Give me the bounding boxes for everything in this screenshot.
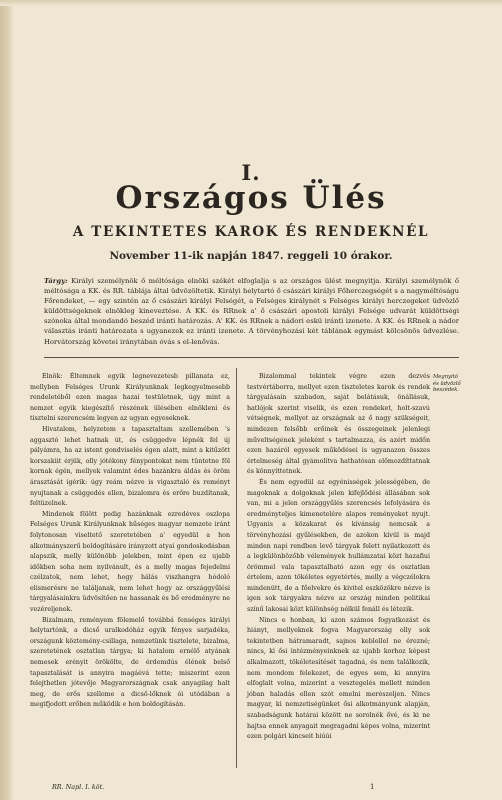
date-line: November 11-ik napján 1847. reggeli 10 órakor.	[109, 250, 393, 262]
subject-text: Királyi személynök ő méltósága elnöki székét elfoglalja s az országos ülést megnyitja. Királyi személynök ő méltósága a KK. és RR. táblája által üdvözöltetik. Királyi helytartó ő császári királyi Főherczegségét s a nagyméltóságu Főrendeket, — egy szintén az ő császári királyi Felségét, a Felséges királynét s Felséges királyi herczegeket üdvözlő küldöttségeknek elnökleg kineveztése. A KK. és RRnek a' ő császári apostoli királyi Felsége udvarát küldöttségi szónoka által mondandó beszéd iránti határozás. A' KK. és RRnek a nádori eskü iránti izenete. A KK. és RRnek a nádor választás iránti határozata s ugyanezek ez iránti izenete. A törvényhozási két táblának egymást kölcsönös üdvezlése. Horvátország követei iránytában óvás s el-lenővás.	[44, 277, 459, 346]
left-column	[30, 372, 230, 711]
page-title: Országos Ülés	[115, 180, 387, 216]
margin-note: Megnyitó és üdvözlő beszédek.	[433, 374, 461, 393]
book-binding-shadow	[0, 0, 14, 800]
right-paragraph-3: Nincs e honban, ki azon számos fogyatkozást és hiányt, mellyeknek fogva Magyarország olly sok tekintetben hátramaradt, sajnos keblellel ne érezné; nincs, ki ősi intézményeinknek az ujabb korhoz képest alkalmazott, tökéletesítését tagadná, és nem találkozik, nem mondom felekezet, de egyes sem, ki annyira elfoglalt volna, mizerint a vesztegelés mellett minden jóban haladás ellen szót emelni merészeljen. Nincs magyar, ki nemzetiségünket ősi alkotmányunk alapján, szabadságunk határai között ne sorolnék ővé, és ki ne hajtsa ennek anyagait megragadni képes volna, mizerint ezen polgári kincseit hiúúi	[247, 616, 430, 741]
left-paragraph-4: Bizalmam, reményem fölemelő továbbá fenséges királyi helytartónk, a dicső uralkodóház egyik fényes sarjadéka, országunk köztemény-csillaga, nemzetünk tisztelete, bizalma, szeretetének osztatlan tárgya; ki hatalom ernélő atyának nemesek erényit örökölte, de érdemdús élének belső tapasztalását is annyira magáévá tette; miszerint ezen felejthetlen jótevője Magyarországnak csak anyagilag halt meg, de erős szelleme a dicső-lőknek ói utódában a megifjodott erőben működik e hon boldogításán.	[30, 616, 230, 709]
subject-label: Tárgy:	[44, 277, 68, 285]
page-top-edge	[0, 0, 502, 6]
footer-signature: RR. Napl. I. köt.	[52, 783, 105, 791]
column-divider	[236, 368, 237, 768]
page-subtitle: A TEKINTETES KAROK ÉS RENDEKNÉL	[72, 224, 430, 240]
left-paragraph-2: Hivatalom, helyzetem s tapasztaltam szellemében 's aggasztó lehet hatnak út, és csüggedve lépnék fel új pályámra, ha az istent gondviselés égen alatt, mint a kitűzött korszakiit érjük, olly jótékony fénypontokat nem tüntetne föl kornak égén, mellyek valamint édes hazánkra áldás és öröm árasztását igérik: úgy reám nézve is vigasztaló és reményt nyujtanak a csüggedés ellen, bizalomra és erőre buzdítanak, feltüzelnek.	[30, 425, 230, 508]
right-paragraph-1: Bizalommal tekintek végre ezen dezvés testvértáborra, mellyet ezen tiszteletes karok és rendek tárgyalásain szabadon, saját belátásuk, önállásuk, hatlójok szerint viselik, és ezen rendeket, holt-szavú vétségnek, mellyet az országnak az ő nagy szükségeit, mindezen felsőbb erőinek és összegeinek jelenlegi műveltségének jeleként s tartalmazza, és azért midőn ezen hazáról egyesek működései is ugyanazon összes értelmeség által gyámolítva hathatósan előmozdíttatnak és könnyíttetnek.	[247, 373, 430, 476]
subject-summary	[44, 276, 459, 347]
right-paragraph-2: És nem egyedül az egyénisségek jelességében, de magoknak a dolgoknak jelen kifejlődési állásában sok van, mi a jelen országgyűlés szerencsés lefolyására és eredményteljes kimenetelére alapos reményeket nyujt. Ugyanis a közakarat és kívánság nemcsak a törvényhozási gyűlésekben, de azokon kívül is majd minden napi rendben levő tárgyak felett nyilatkozott és a legkülönbözőbb vélemények hullámzatai közt hazafiui örömmel vala tapasztalható azon egy és osztatlan értelem, azon tökéletes egyetértés, melly a végczélokra mindenütt, de a főelvekre és kivitel eszközökre nézve is igen sok tárgyakra nézve az ország minden politikai színű lakosai közt különbség nélkül fenáll és létezik.	[247, 478, 430, 614]
left-paragraph-3: Mindenek fölött pedig hazánknak ezredéves oszlopa Felséges Urunk Királyunknak hűséges magyar nemzete iránt folytonosan viseltető szeretetében a' egyedül a hon alkotmányszerű boldogításáre irányzott atyai gondoskodásban alapszik, melly különöbb jelekben, mint épen ez ujabb időkben soha nem nyilvánult, és a melly magas fejedelmi czélzatok, nem lehet, hogy hálás viszhangra hódoló elismerésre ne találjanak, nem lehet hogy az országgyűlési tárgyalásainkra üdvösítően ne hassanak és bő eredményre ne vezéreljenek.	[30, 510, 230, 614]
left-paragraph-1: Elnök: Éltemnek egyik legnevezetesb pillanata ez, mellyben Felséges Urunk Királyunknak legkegyelmesebb rendeletéből ezen magas hazai testületnek, úgy mint a nemzet egyik kiegészítő részének ülésében elnökleni és tisztelni szerencsém legyen az ugyan egyeseknek.	[30, 373, 230, 423]
section-divider	[44, 357, 459, 358]
section-number: I.	[241, 160, 261, 185]
footer-page-mark: 1	[370, 783, 375, 791]
right-column	[247, 372, 430, 743]
